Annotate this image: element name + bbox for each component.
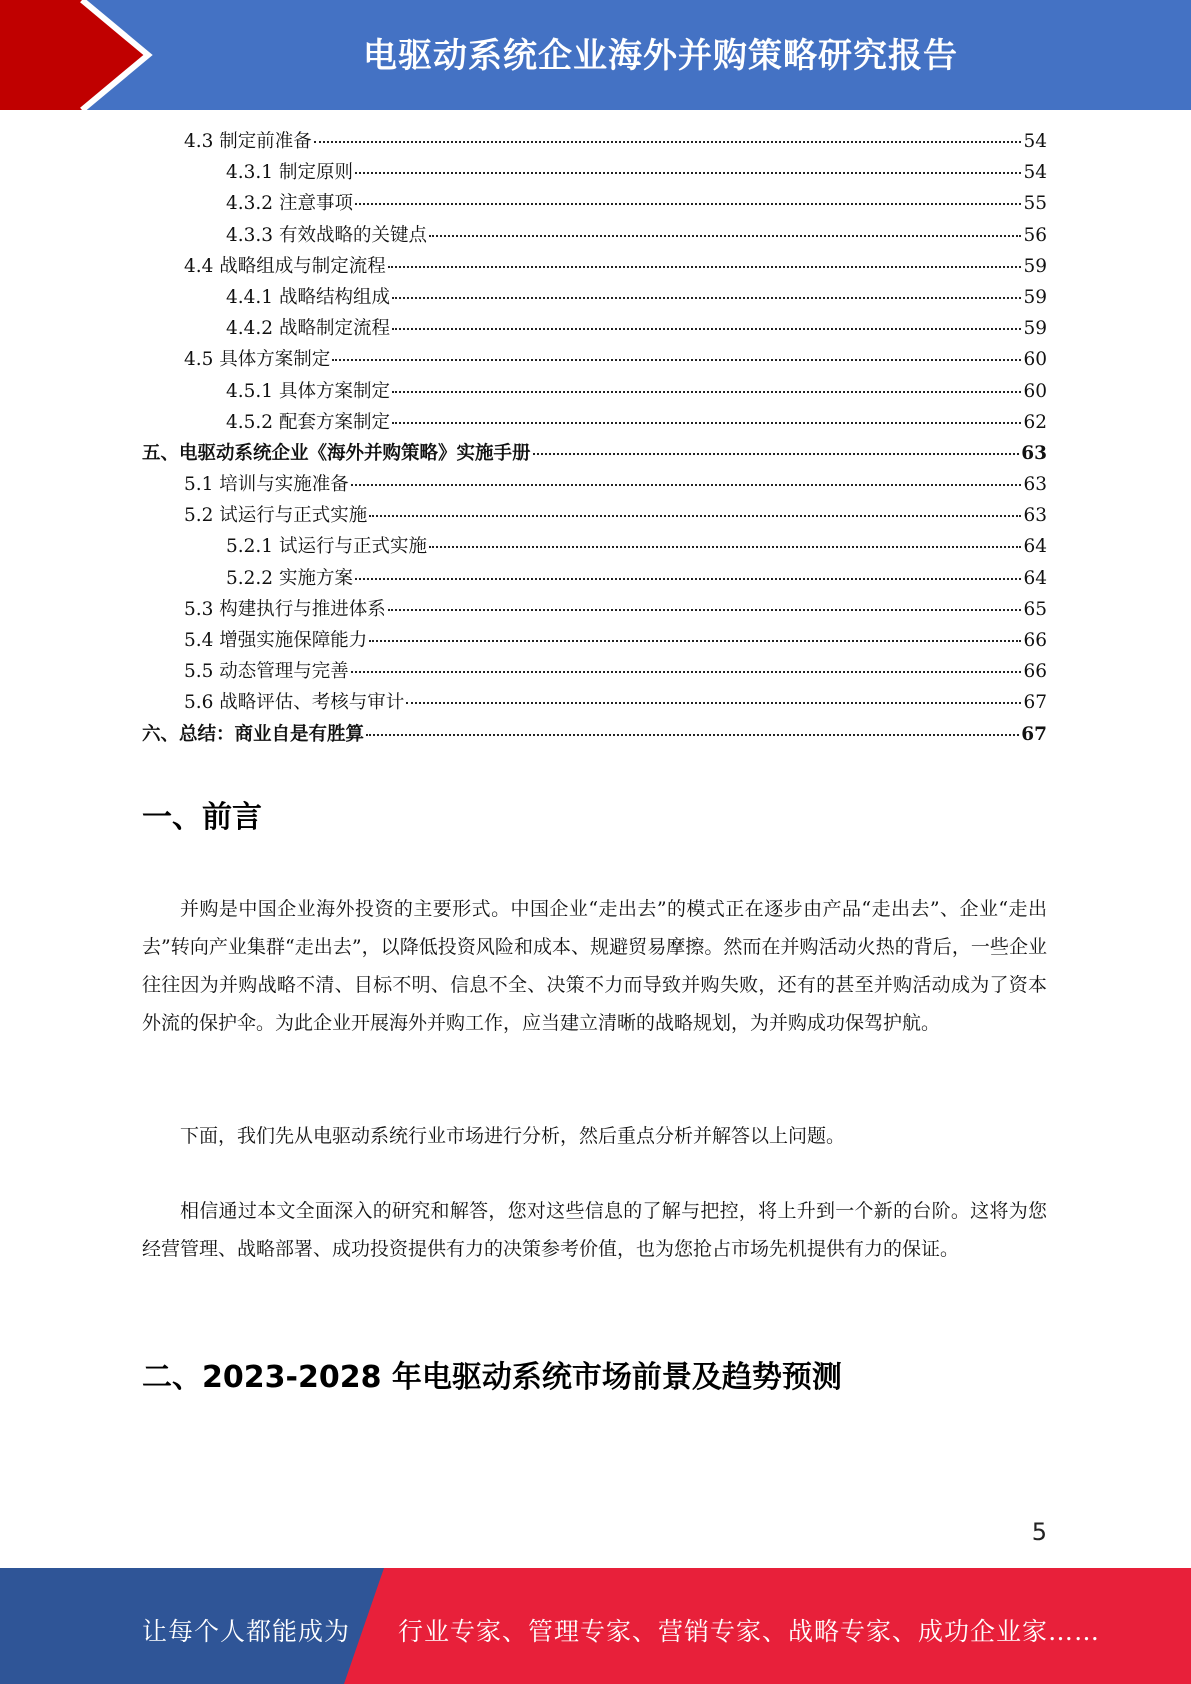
toc-entry-page: 66 (1023, 661, 1047, 683)
toc-entry-title: 4.3.1 制定原则 (226, 162, 353, 184)
report-title: 电驱动系统企业海外并购策略研究报告 (363, 36, 958, 76)
toc-dot-leader (429, 234, 1021, 237)
toc-entry-page: 65 (1023, 598, 1047, 620)
toc-dot-leader (351, 670, 1022, 673)
toc-entry-title: 4.4.2 战略制定流程 (226, 318, 390, 340)
toc-entry-title: 五、电驱动系统企业《海外并购策略》实施手册 (142, 442, 531, 464)
toc-entry[interactable] (142, 220, 1047, 251)
toc-dot-leader (369, 639, 1021, 642)
page-number: 5 (1031, 1518, 1047, 1546)
toc-entry-page: 62 (1023, 411, 1047, 433)
toc-entry-title: 六、总结：商业自是有胜算 (142, 723, 365, 745)
toc-entry[interactable] (142, 188, 1047, 219)
toc-entry-title: 4.5 具体方案制定 (184, 349, 331, 371)
toc-entry-title: 5.1 培训与实施准备 (184, 474, 349, 496)
toc-entry-page: 64 (1023, 536, 1047, 558)
toc-dot-leader (533, 452, 1020, 455)
toc-entry-title: 4.4.1 战略结构组成 (226, 286, 390, 308)
toc-entry[interactable] (142, 531, 1047, 562)
toc-dot-leader (392, 327, 1021, 330)
toc-dot-leader (392, 296, 1021, 299)
toc-entry[interactable] (142, 500, 1047, 531)
toc-dot-leader (355, 171, 1022, 174)
section-heading-preface: 一、前言 (142, 800, 262, 835)
toc-entry[interactable] (142, 282, 1047, 313)
toc-dot-leader (429, 545, 1021, 548)
toc-dot-leader (392, 421, 1021, 424)
toc-entry-page: 60 (1023, 380, 1047, 402)
toc-entry[interactable] (142, 469, 1047, 500)
toc-entry-title: 5.6 战略评估、考核与审计 (184, 692, 405, 714)
toc-entry-title: 4.3.3 有效战略的关键点 (226, 224, 427, 246)
toc-dot-leader (369, 514, 1021, 517)
toc-entry-page: 67 (1021, 723, 1047, 745)
toc-entry[interactable] (142, 157, 1047, 188)
toc-dot-leader (355, 577, 1022, 580)
footer-slogan-right: 行业专家、管理专家、营销专家、战略专家、成功企业家…… (398, 1617, 1101, 1646)
toc-entry-title: 4.4 战略组成与制定流程 (184, 255, 386, 277)
toc-entry[interactable] (142, 376, 1047, 407)
toc-dot-leader (351, 483, 1022, 486)
paragraph: 并购是中国企业海外投资的主要形式。中国企业“走出去”的模式正在逐步由产品“走出去”、企业“走出去”转向产业集群“走出去”，以降低投资风险和成本、规避贸易摩擦。然而在并购活动火热的背后，一些企业往往因为并购战略不清、目标不明、信息不全、决策不力而导致并购失败，还有的甚至并购活动成为了资本外流的保护伞。为此企业开展海外并购工作，应当建立清晰的战略规划，为并购成功保驾护航。 (142, 898, 1047, 1034)
toc-entry-page: 59 (1023, 286, 1047, 308)
toc-entry-title: 5.3 构建执行与推进体系 (184, 598, 386, 620)
toc-dot-leader (355, 202, 1022, 205)
toc-entry-title: 5.5 动态管理与完善 (184, 661, 349, 683)
section-heading-forecast: 二、2023-2028 年电驱动系统市场前景及趋势预测 (142, 1360, 842, 1395)
toc-dot-leader (314, 140, 1022, 143)
toc-entry-page: 54 (1023, 162, 1047, 184)
toc-dot-leader (392, 390, 1021, 393)
toc-entry[interactable] (142, 344, 1047, 375)
page-header (0, 0, 1191, 110)
toc-entry-title: 4.3.2 注意事项 (226, 193, 353, 215)
toc-dot-leader (366, 733, 1019, 736)
toc-entry-page: 63 (1023, 474, 1047, 496)
toc-entry-title: 4.5.2 配套方案制定 (226, 411, 390, 433)
toc-entry-page: 60 (1023, 349, 1047, 371)
paragraph: 下面，我们先从电驱动系统行业市场进行分析，然后重点分析并解答以上问题。 (180, 1125, 846, 1147)
toc-entry[interactable] (142, 625, 1047, 656)
toc-entry-page: 67 (1023, 692, 1047, 714)
page-footer (0, 1568, 1191, 1684)
toc-entry[interactable] (142, 719, 1047, 750)
toc-entry-page: 59 (1023, 255, 1047, 277)
toc-entry[interactable] (142, 126, 1047, 157)
toc-entry-title: 5.2 试运行与正式实施 (184, 505, 368, 527)
toc-entry-title: 5.2.1 试运行与正式实施 (226, 536, 427, 558)
toc-entry-page: 64 (1023, 567, 1047, 589)
toc-dot-leader (332, 358, 1021, 361)
table-of-contents (142, 126, 1047, 750)
footer-slogan-left: 让每个人都能成为 (142, 1617, 351, 1646)
toc-entry-title: 4.5.1 具体方案制定 (226, 380, 390, 402)
toc-entry[interactable] (142, 563, 1047, 594)
toc-entry[interactable] (142, 656, 1047, 687)
toc-entry-page: 56 (1023, 224, 1047, 246)
toc-entry[interactable] (142, 407, 1047, 438)
toc-dot-leader (388, 608, 1022, 611)
toc-entry[interactable] (142, 594, 1047, 625)
toc-entry[interactable] (142, 251, 1047, 282)
red-chevron-icon (0, 0, 160, 110)
toc-entry-page: 63 (1021, 442, 1047, 464)
toc-entry-title: 5.2.2 实施方案 (226, 567, 353, 589)
toc-entry-page: 54 (1023, 131, 1047, 152)
toc-entry[interactable] (142, 687, 1047, 718)
toc-entry-page: 59 (1023, 318, 1047, 340)
toc-entry-title: 4.3 制定前准备 (184, 131, 312, 152)
toc-entry-page: 55 (1023, 193, 1047, 215)
paragraph: 相信通过本文全面深入的研究和解答，您对这些信息的了解与把控，将上升到一个新的台阶。这将为您经营管理、战略部署、成功投资提供有力的决策参考价值，也为您抢占市场先机提供有力的保证。 (142, 1200, 1047, 1260)
toc-entry-page: 63 (1023, 505, 1047, 527)
toc-entry[interactable] (142, 438, 1047, 469)
toc-dot-leader (388, 265, 1022, 268)
toc-dot-leader (406, 701, 1021, 704)
toc-entry-title: 5.4 增强实施保障能力 (184, 630, 368, 651)
toc-entry-page: 66 (1023, 630, 1047, 651)
toc-entry[interactable] (142, 313, 1047, 344)
